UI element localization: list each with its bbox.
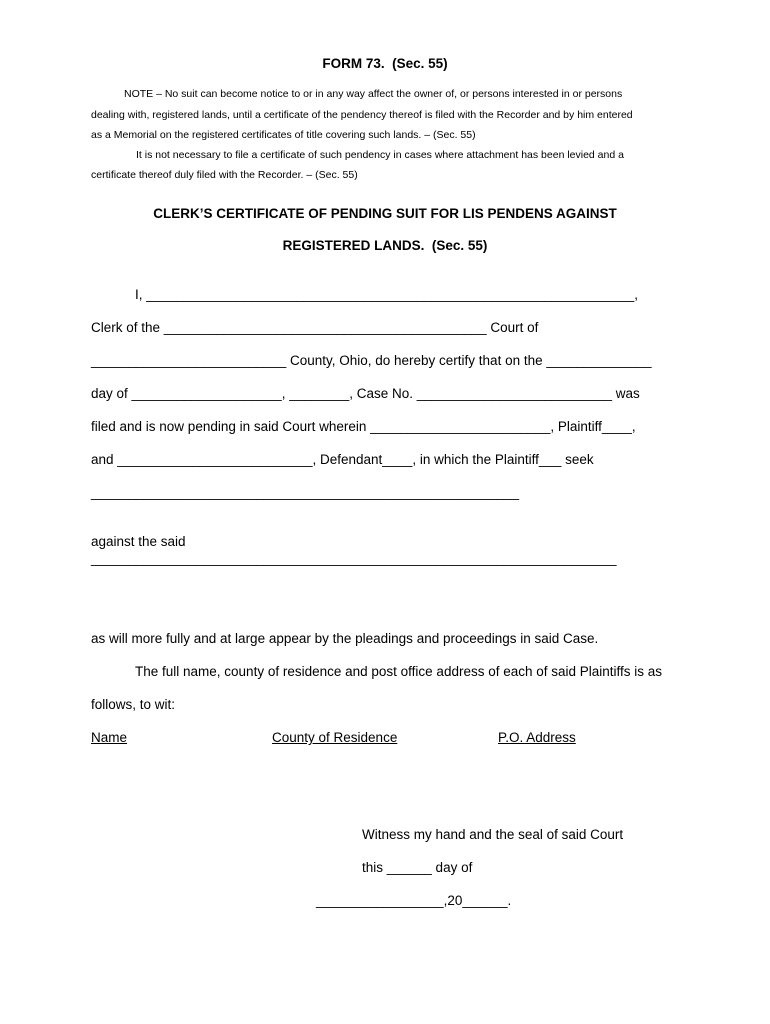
column-header-county: County of Residence	[272, 730, 398, 745]
against-blank-line: ______________________________________________________________________	[91, 551, 617, 566]
column-header-name: Name	[91, 730, 128, 745]
note-line: as a Memorial on the registered certificates of title covering such lands. – (Sec. 55)	[91, 129, 476, 141]
form-title: FORM 73. (Sec. 55)	[322, 56, 448, 71]
note-line: dealing with, registered lands, until a certificate of the pendency thereof is filed with the Recorder and by him entered	[91, 109, 633, 121]
relief-sought-line: _________________________________________________________	[91, 485, 519, 500]
to-wit-line: follows, to wit:	[91, 697, 176, 712]
clerk-name-line: I, _________________________________________________________________,	[135, 287, 639, 302]
court-line: Clerk of the ___________________________________________ Court of	[91, 320, 539, 335]
pleadings-line: as will more fully and at large appear by the pleadings and proceedings in said Case.	[91, 631, 599, 646]
defendant-line: and __________________________, Defendant____, in which the Plaintiff___ seek	[91, 452, 594, 467]
certificate-heading-line-1: CLERK’S CERTIFICATE OF PENDING SUIT FOR LIS PENDENS AGAINST	[153, 206, 617, 221]
column-header-address: P.O. Address	[498, 730, 576, 745]
plaintiffs-intro-line: The full name, county of residence and post office address of each of said Plaintiffs is as	[135, 664, 663, 679]
plaintiff-line: filed and is now pending in said Court wherein ________________________, Plaintiff____,	[91, 419, 636, 434]
note-line: It is not necessary to file a certificate of such pendency in cases where attachment has been levied and a	[136, 149, 624, 161]
county-date-line: __________________________ County, Ohio, do hereby certify that on the ______________	[91, 353, 652, 368]
witness-date-line: _________________,20______.	[316, 893, 512, 908]
certificate-heading-line-2: REGISTERED LANDS. (Sec. 55)	[282, 238, 488, 253]
case-number-line: day of ____________________, ________, Case No. __________________________ was	[91, 386, 640, 401]
note-line: certificate thereof duly filed with the Recorder. – (Sec. 55)	[91, 169, 358, 181]
witness-line: Witness my hand and the seal of said Court	[362, 827, 624, 842]
note-line: NOTE – No suit can become notice to or in any way affect the owner of, or persons interested in or persons	[124, 88, 623, 100]
against-label: against the said	[91, 534, 186, 549]
witness-day-line: this ______ day of	[362, 860, 473, 875]
